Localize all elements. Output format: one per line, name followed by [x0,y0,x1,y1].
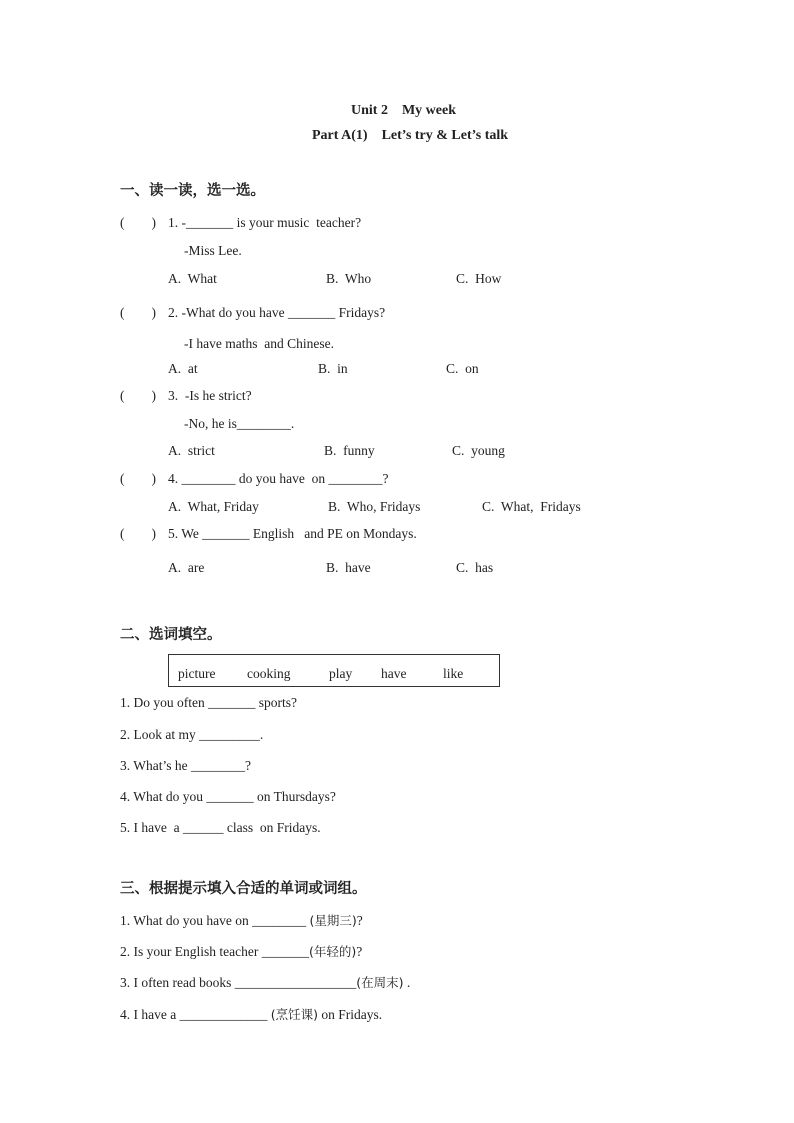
q5-option-b: B. have [326,560,371,575]
fill-item-5: 5. I have a ______ class on Fridays. [120,820,321,835]
hint-item-text: 2. Is your English teacher _______ [120,944,309,959]
fill-item-3: 3. What’s he ________? [120,758,251,773]
word-box-item: like [443,666,464,681]
q5-answer-paren: ( ) [120,526,156,541]
hint-item-end: ? [356,913,363,928]
q3-answer-paren: ( ) [120,388,156,403]
q2-reply: -I have maths and Chinese. [184,336,334,351]
q4-option-c: C. What, Fridays [482,499,581,514]
word-box-item: cooking [247,666,291,681]
hint-item-2 [120,945,362,959]
section3-heading: 三、根据提示填入合适的单词或词组。 [120,881,367,897]
q4-option-b: B. Who, Fridays [328,499,421,514]
hint-item-end: . [403,975,411,990]
fill-item-1: 1. Do you often _______ sports? [120,695,297,710]
q4-option-a: A. What, Friday [168,499,259,514]
part-title: Part A(1) Let’s try & Let’s talk [312,128,509,143]
hint-item-1 [120,914,363,928]
hint-item-hint: (星期三) [309,913,357,928]
section2-heading: 二、选词填空。 [120,627,222,643]
q5-option-a: A. are [168,560,205,575]
hint-item-hint: (年轻的) [308,944,357,959]
q2-option-c: C. on [446,361,479,376]
word-box [168,654,500,687]
word-box-item: play [329,666,353,681]
q2-stem: 2. -What do you have _______ Fridays? [168,305,386,320]
q3-reply: -No, he is________. [184,416,295,431]
hint-item-end: on Fridays. [318,1007,383,1022]
q2-answer-paren: ( ) [120,305,156,320]
hint-item-hint: (在周末) [356,975,404,990]
q5-option-c: C. has [456,560,494,575]
hint-item-text: 4. I have a _____________ [120,1007,271,1022]
q3-option-c: C. young [452,443,505,458]
q2-option-a: A. at [168,361,198,376]
q5-stem: 5. We _______ English and PE on Mondays. [168,526,417,541]
fill-item-4: 4. What do you _______ on Thursdays? [120,789,336,804]
hint-item-3 [120,976,410,990]
q4-stem: 4. ________ do you have on ________? [168,471,389,486]
q1-reply: -Miss Lee. [184,243,242,258]
q1-option-a: A. What [168,271,217,286]
q3-stem: 3. -Is he strict? [168,388,252,403]
hint-item-end: ? [356,944,363,959]
q2-option-b: B. in [318,361,348,376]
word-box-item: picture [178,666,216,681]
q3-option-b: B. funny [324,443,375,458]
hint-item-hint: (烹饪课) [270,1007,318,1022]
q4-answer-paren: ( ) [120,471,156,486]
unit-title: Unit 2 My week [351,103,456,118]
q1-option-b: B. Who [326,271,372,286]
hint-item-4 [120,1008,382,1022]
hint-item-text: 1. What do you have on ________ [120,913,310,928]
hint-item-text: 3. I often read books __________________ [120,975,357,990]
q1-answer-paren: ( ) [120,215,156,230]
section1-heading: 一、读一读，选一选。 [120,183,265,199]
q3-option-a: A. strict [168,443,215,458]
fill-item-2: 2. Look at my _________. [120,727,264,742]
q1-option-c: C. How [456,271,502,286]
q1-stem: 1. -_______ is your music teacher? [168,215,362,230]
word-box-item: have [381,666,407,681]
